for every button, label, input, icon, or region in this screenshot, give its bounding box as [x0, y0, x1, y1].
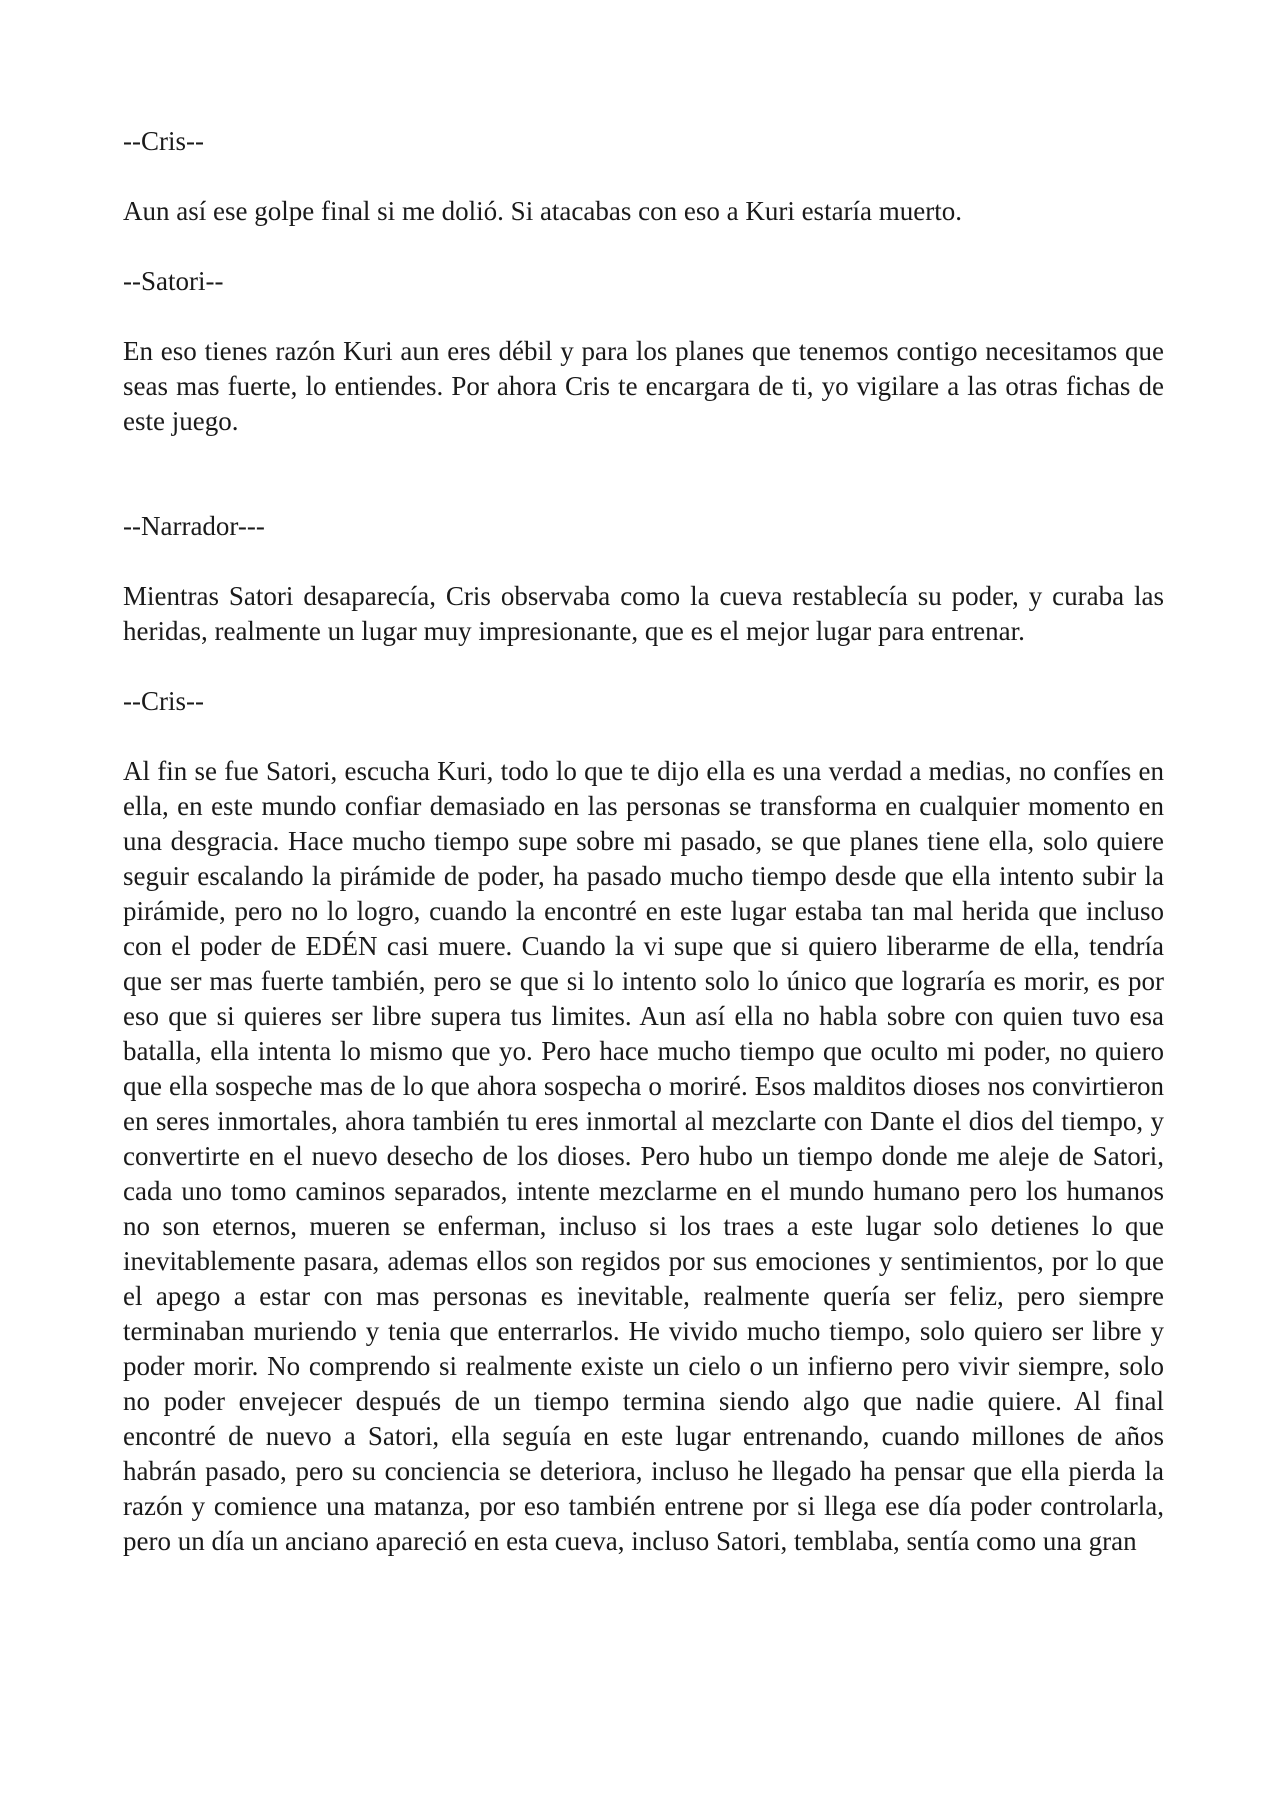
narration-paragraph: Mientras Satori desaparecía, Cris observaba como la cueva restablecía su poder, y curaba las heridas, realmente un lugar muy impresionante, que es el mejor lugar para entrenar. [123, 581, 1164, 646]
speaker-heading-narrador: --Narrador--- [123, 511, 265, 541]
document-page [123, 124, 1164, 1594]
speaker-heading-satori: --Satori-- [123, 266, 224, 296]
speaker-heading-cris: --Cris-- [123, 686, 204, 716]
speaker-heading-cris: --Cris-- [123, 126, 204, 156]
dialogue-paragraph: Aun así ese golpe final si me dolió. Si atacabas con eso a Kuri estaría muerto. [123, 196, 963, 226]
dialogue-paragraph: En eso tienes razón Kuri aun eres débil y para los planes que tenemos contigo necesitamos que seas mas fuerte, lo entiendes. Por ahora Cris te encargara de ti, yo vigilare a las otras fichas de este juego. [123, 336, 1164, 436]
dialogue-paragraph: Al fin se fue Satori, escucha Kuri, todo lo que te dijo ella es una verdad a medias, no confíes en ella, en este mundo confiar demasiado en las personas se transforma en cualquier momento en una desgracia. Hace mucho tiempo supe sobre mi pasado, se que planes tiene ella, solo quiere seguir escalando la pirámide de poder, ha pasado mucho tiempo desde que ella intento subir la pirámide, pero no lo logro, cuando la encontré en este lugar estaba tan mal herida que incluso con el poder de EDÉN casi muere. Cuando la vi supe que si quiero liberarme de ella, tendría que ser mas fuerte también, pero se que si lo intento solo lo único que lograría es morir, es por eso que si quieres ser libre supera tus limites. Aun así ella no habla sobre con quien tuvo esa batalla, ella intenta lo mismo que yo. Pero hace mucho tiempo que oculto mi poder, no quiero que ella sospeche mas de lo que ahora sospecha o moriré. Esos malditos dioses nos convirtieron en seres inmortales, ahora también tu eres inmortal al mezclarte con Dante el dios del tiempo, y convertirte en el nuevo desecho de los dioses. Pero hubo un tiempo donde me aleje de Satori, cada uno tomo caminos separados, intente mezclarme en el mundo humano pero los humanos no son eternos, mueren se enferman, incluso si los traes a este lugar solo detienes lo que inevitablemente pasara, ademas ellos son regidos por sus emociones y sentimientos, por lo que el apego a estar con mas personas es inevitable, realmente quería ser feliz, pero siempre terminaban muriendo y tenia que enterrarlos. He vivido mucho tiempo, solo quiero ser libre y poder morir. No comprendo si realmente existe un cielo o un infierno pero vivir siempre, solo no poder envejecer después de un tiempo termina siendo algo que nadie quiere. Al final encontré de nuevo a Satori, ella seguía en este lugar entrenando, cuando millones de años habrán pasado, pero su conciencia se deteriora, incluso he llegado ha pensar que ella pierda la razón y comience una matanza, por eso también entrene por si llega ese día poder controlarla, pero un día un anciano apareció en esta cueva, incluso Satori, temblaba, sentía como una gran [123, 756, 1164, 1556]
